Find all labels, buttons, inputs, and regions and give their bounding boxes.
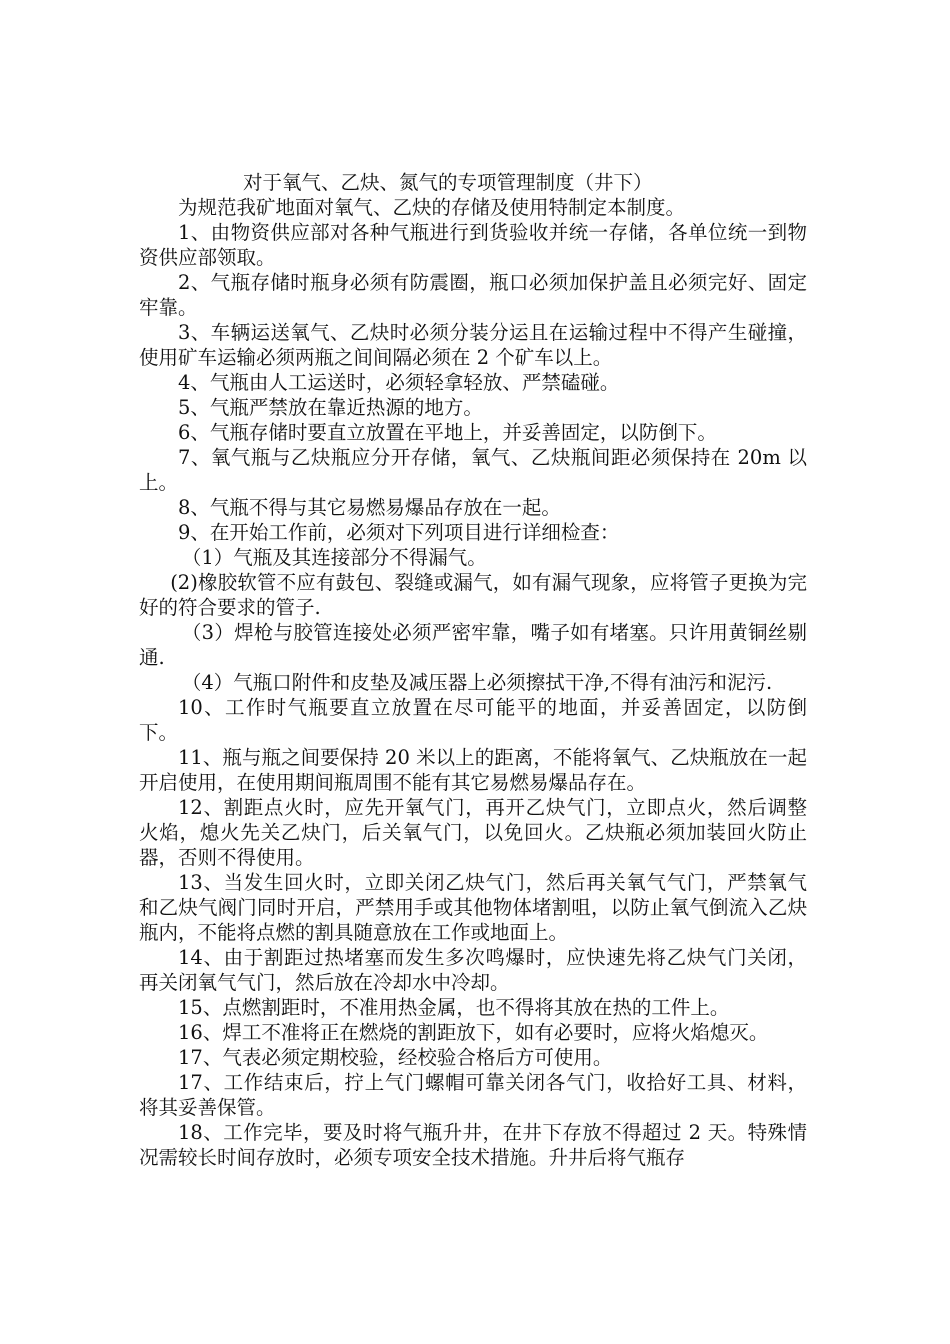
document-title: 对于氧气、乙炔、氮气的专项管理制度（井下） [243,171,653,194]
paragraph-item-3: 3、车辆运送氧气、乙炔时必须分装分运且在运输过程中不得产生碰撞，使用矿车运输必须两瓶之间间隔必须在 2 个矿车以上。 [139,321,807,369]
paragraph-item-4: 4、气瓶由人工运送时，必须轻拿轻放、严禁磕碰。 [178,371,620,394]
paragraph-item-1: 1、由物资供应部对各种气瓶进行到货验收并统一存储，各单位统一到物资供应部领取。 [139,221,807,269]
paragraph-item-8: 8、气瓶不得与其它易燃易爆品存放在一起。 [178,496,561,519]
paragraph-item-2: 2、气瓶存储时瓶身必须有防震圈，瓶口必须加保护盖且必须完好、固定牢靠。 [139,271,807,319]
paragraph-intro: 为规范我矿地面对氧气、乙炔的存储及使用特制定本制度。 [178,196,686,219]
paragraph-item-6: 6、气瓶存储时要直立放置在平地上，并妥善固定，以防倒下。 [178,421,717,444]
paragraph-item-12: 12、割距点火时，应先开氧气门，再开乙炔气门，立即点火，然后调整火焰，熄火先关乙炔门，后关氧气门，以免回火。乙炔瓶必须加装回火防止器，否则不得使用。 [139,796,807,869]
sub-item-2: (2)橡胶软管不应有鼓包、裂缝或漏气，如有漏气现象，应将管子更换为完好的符合要求的管子. [139,571,807,619]
paragraph-item-14: 14、由于割距过热堵塞而发生多次鸣爆时，应快速先将乙炔气门关闭，再关闭氧气气门，然后放在冷却水中冷却。 [139,946,807,994]
document-page [139,170,807,1170]
paragraph-item-17a: 17、气表必须定期校验，经校验合格后方可使用。 [178,1046,613,1069]
paragraph-item-10: 10、工作时气瓶要直立放置在尽可能平的地面，并妥善固定，以防倒下。 [139,696,807,744]
paragraph-item-13: 13、当发生回火时，立即关闭乙炔气门，然后再关氧气气门，严禁氧气和乙炔气阀门同时开启，严禁用手或其他物体堵割咀，以防止氧气倒流入乙炔瓶内，不能将点燃的割具随意放在工作或地面上。 [139,871,807,944]
paragraph-item-9: 9、在开始工作前，必须对下列项目进行详细检查： [178,521,620,544]
sub-item-1: （1）气瓶及其连接部分不得漏气。 [181,546,487,569]
paragraph-item-5: 5、气瓶严禁放在靠近热源的地方。 [178,396,483,419]
paragraph-item-16: 16、焊工不准将正在燃烧的割距放下，如有必要时，应将火焰熄灭。 [178,1021,769,1044]
sub-item-4: （4）气瓶口附件和皮垫及减压器上必须擦拭干净,不得有油污和泥污. [181,671,773,694]
paragraph-item-7: 7、氧气瓶与乙炔瓶应分开存储，氧气、乙炔瓶间距必须保持在 20m 以上。 [139,446,807,494]
paragraph-item-11: 11、瓶与瓶之间要保持 20 米以上的距离，不能将氧气、乙炔瓶放在一起开启使用，在使用期间瓶周围不能有其它易燃易爆品存在。 [139,746,807,794]
sub-item-3: （3）焊枪与胶管连接处必须严密牢靠，嘴子如有堵塞。只许用黄铜丝剔通. [139,621,807,669]
paragraph-item-17b: 17、工作结束后，拧上气门螺帽可靠关闭各气门，收拾好工具、材料，将其妥善保管。 [139,1071,807,1119]
paragraph-item-18: 18、工作完毕，要及时将气瓶升井，在井下存放不得超过 2 天。特殊情况需较长时间存放时，必须专项安全技术措施。升井后将气瓶存 [139,1121,807,1169]
paragraph-item-15: 15、点燃割距时，不准用热金属，也不得将其放在热的工件上。 [178,996,730,1019]
